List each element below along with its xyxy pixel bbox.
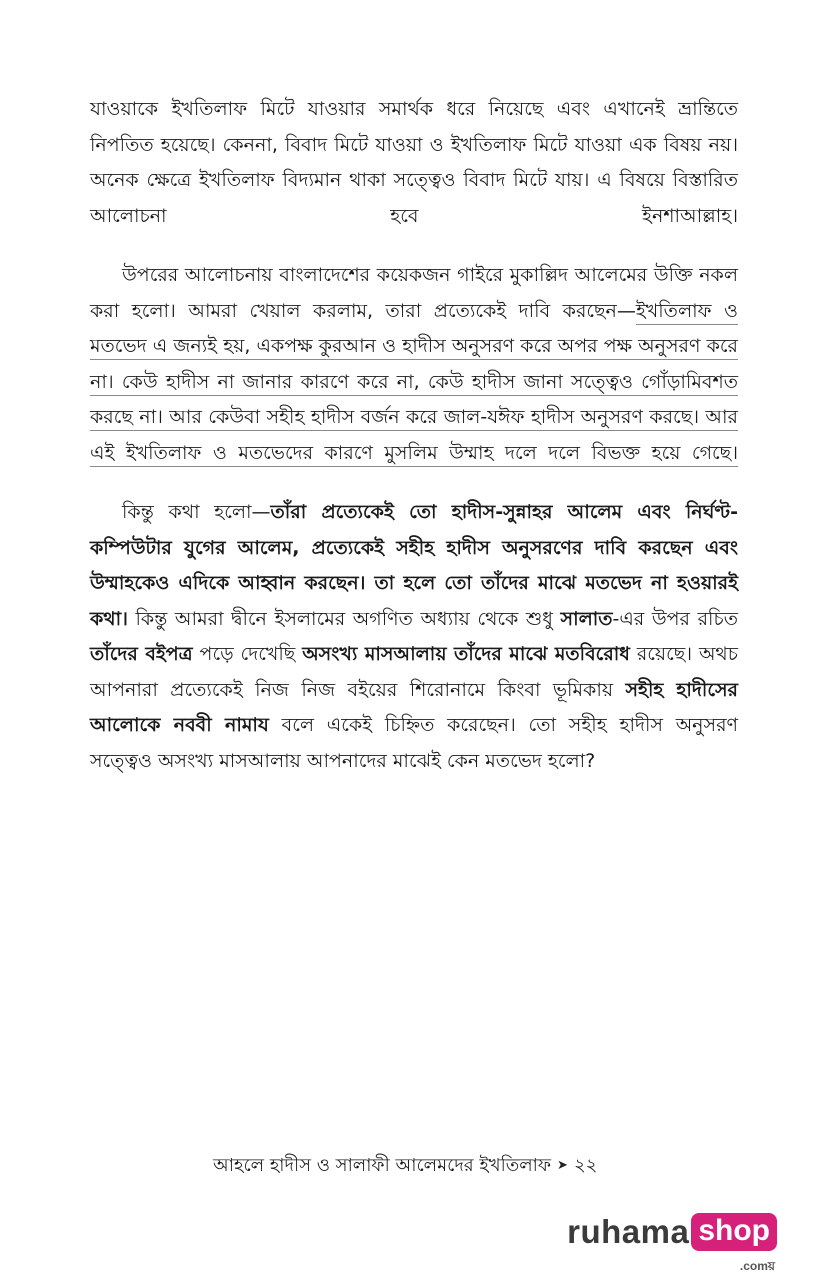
book-title: আহলে হাদীস ও সালাফী আলেমদের ইখতিলাফ: [213, 1155, 552, 1176]
page-body: [90, 92, 738, 779]
paragraph-1: [90, 92, 738, 234]
paragraph-2-text: উপরের আলোচনায় বাংলাদেশের কয়েকজন গাইরে মুকাল্লিদ আলেমের উক্তি নকল করা হলো। আমরা খেয়াল করলাম, তারা প্রত্যেকেই দাবি করছেন—: [90, 264, 738, 322]
paragraph-3-text: বলে একেই চিহ্নিত করেছেন। তো সহীহ হাদীস অনুসরণ সত্ত্বেও অসংখ্য মাসআলায় আপনাদের মাঝেই কেন মতভেদ হলো?: [90, 714, 739, 772]
bold-phrase: তাঁরা প্রত্যেকেই তো হাদীস-সুন্নাহর আলেম এবং নির্ঘণ্ট-কম্পিউটার যুগের আলেম, প্রত্যেকেই সহীহ হাদীস অনুসরণের দাবি করছেন এবং উম্মাহকেও এদিকে আহ্বান করছেন। তা হলে তো তাঁদের মাঝে মতভেদ না হওয়ারই কথা।: [90, 501, 739, 630]
paragraph-3-text: কিন্তু কথা হলো—: [122, 501, 271, 523]
paragraph-3-text: রয়েছে। অথচ আপনারা প্রত্যেকেই নিজ নিজ বইয়ের শিরোনামে কিংবা ভূমিকায়: [90, 643, 738, 701]
paragraph-3-text: পড়ে দেখেছি: [192, 643, 303, 665]
paragraph-2: [90, 258, 738, 471]
page-number: ২২: [573, 1155, 598, 1176]
ruhamashop-logo: [567, 1213, 777, 1273]
logo-text-domain: .comয়: [739, 1259, 775, 1273]
bold-phrase: সহীহ হাদীসের আলোকে নববী নামায: [90, 678, 738, 736]
paragraph-3-text: কিন্তু আমরা দ্বীনে ইসলামের অগণিত অধ্যায় থেকে শুধু: [127, 607, 561, 630]
paragraph-3-text: -এর উপর রচিত: [612, 607, 738, 630]
paragraph-1-text: যাওয়াকে ইখতিলাফ মিটে যাওয়ার সমার্থক ধরে নিয়েছে এবং এখানেই ভ্রান্তিতে নিপতিত হয়েছে। কেননা, বিবাদ মিটে যাওয়া ও ইখতিলাফ মিটে যাওয়া এক বিষয় নয়। অনেক ক্ষেত্রে ইখতিলাফ বিদ্যমান থাকা সত্ত্বেও বিবাদ মিটে যায়। এ বিষয়ে বিস্তারিত আলোচনা হবে ইনশাআল্লাহ।: [90, 98, 738, 227]
page-footer: [213, 1153, 633, 1179]
arrow-right-icon: ➤: [557, 1158, 568, 1173]
logo-text-shop: shop: [691, 1213, 777, 1251]
bold-phrase: অসংখ্য মাসআলায় তাঁদের মাঝে মতবিরোধ: [302, 643, 630, 665]
paragraph-3: [90, 495, 738, 779]
logo-text-ruhama: ruhama: [567, 1213, 690, 1250]
underlined-claim: ইখতিলাফ ও মতভেদ এ জন্যই হয়, একপক্ষ কুরআন ও হাদীস অনুসরণ করে অপর পক্ষ অনুসরণ করে না। কেউ হাদীস না জানার কারণে করে না, কেউ হাদীস জানা সত্ত্বেও গোঁড়ামিবশত করছে না। আর কেউবা সহীহ হাদীস বর্জন করে জাল-যঈফ হাদীস অনুসরণ করছে। আর এই ইখতিলাফ ও মতভেদের কারণে মুসলিম উম্মাহ দলে দলে বিভক্ত হয়ে গেছে।: [90, 300, 738, 467]
bold-phrase: সালাত: [560, 607, 613, 630]
bold-phrase: তাঁদের বইপত্র: [90, 643, 193, 665]
